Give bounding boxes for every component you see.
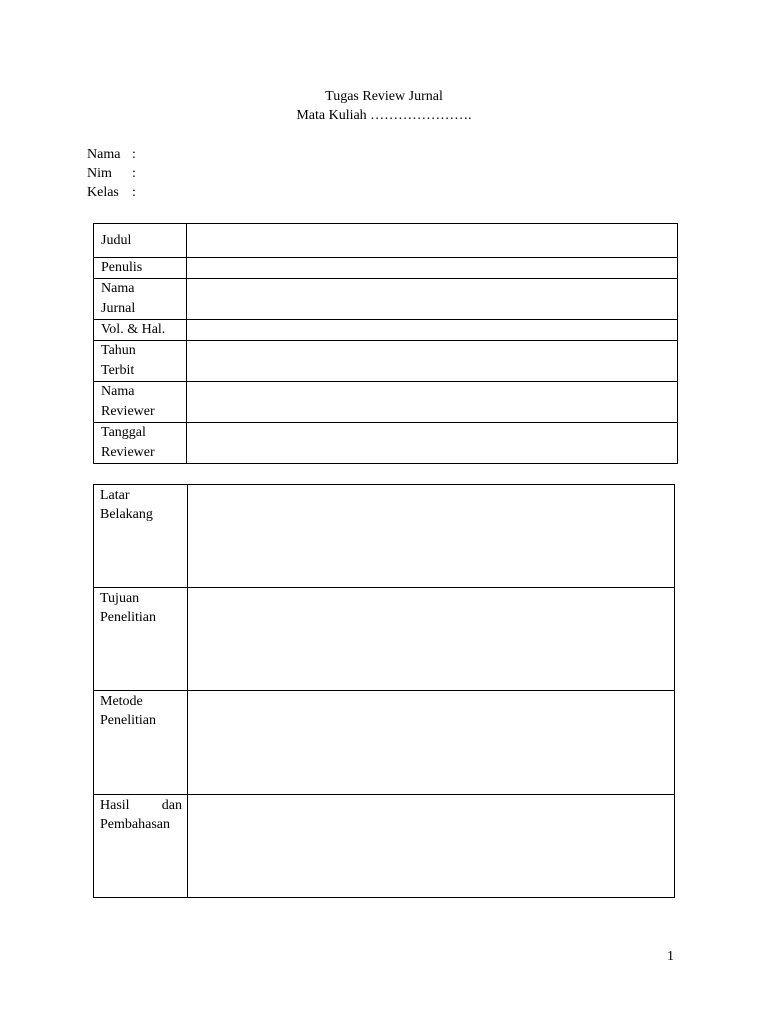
value-tujuan-penelitian[interactable] (188, 588, 675, 691)
label-tanggal-reviewer-line2: Reviewer (101, 445, 155, 460)
label-nama-jurnal-line1: Nama (101, 281, 135, 296)
document-title: Tugas Review Jurnal (325, 89, 443, 104)
label-tahun-terbit-line1: Tahun (101, 343, 136, 358)
table-row-penulis (94, 258, 678, 279)
label-tanggal-reviewer (94, 423, 187, 464)
value-tanggal-reviewer[interactable] (187, 423, 678, 464)
label-nama-jurnal (94, 279, 187, 320)
table-row-judul (94, 224, 678, 258)
label-nama-jurnal-line2: Jurnal (101, 301, 136, 316)
label-hasil-pembahasan-line2: Pembahasan (100, 817, 170, 832)
label-nama-reviewer (94, 382, 187, 423)
review-content-table (93, 484, 675, 898)
journal-info-table (93, 223, 678, 464)
value-nama-reviewer[interactable] (187, 382, 678, 423)
table-row-hasil-pembahasan (94, 795, 675, 898)
field-kelas (87, 184, 136, 202)
label-latar-belakang-line2: Belakang (100, 507, 153, 522)
value-hasil-pembahasan[interactable] (188, 795, 675, 898)
label-tanggal-reviewer-line1: Tanggal (101, 425, 146, 440)
label-penulis: Penulis (94, 258, 187, 279)
table-row-tahun-terbit (94, 341, 678, 382)
label-hasil-word: Hasil (100, 798, 130, 813)
document-subtitle: Mata Kuliah …………………. (296, 108, 472, 123)
label-dan-word: dan (161, 798, 182, 813)
label-hasil-pembahasan (94, 795, 188, 898)
label-metode-penelitian-line2: Penelitian (100, 713, 156, 728)
label-metode-penelitian (94, 691, 188, 795)
label-tujuan-penelitian (94, 588, 188, 691)
label-tujuan-penelitian-line2: Penelitian (100, 610, 156, 625)
table-row-nama-jurnal (94, 279, 678, 320)
label-latar-belakang-line1: Latar (100, 488, 130, 503)
field-nim-separator: : (132, 166, 136, 181)
field-nama-separator: : (132, 147, 136, 162)
value-metode-penelitian[interactable] (188, 691, 675, 795)
value-tahun-terbit[interactable] (187, 341, 678, 382)
value-latar-belakang[interactable] (188, 485, 675, 588)
field-nama-label: Nama (87, 147, 121, 162)
label-nama-reviewer-line1: Nama (101, 384, 135, 399)
field-nama (87, 146, 136, 164)
label-nama-reviewer-line2: Reviewer (101, 404, 155, 419)
label-vol-hal: Vol. & Hal. (94, 320, 187, 341)
label-latar-belakang (94, 485, 188, 588)
field-kelas-separator: : (132, 185, 136, 200)
field-nim-label: Nim (87, 166, 112, 181)
value-vol-hal[interactable] (187, 320, 678, 341)
table-row-tujuan-penelitian (94, 588, 675, 691)
value-penulis[interactable] (187, 258, 678, 279)
page-number: 1 (667, 949, 674, 964)
label-tahun-terbit (94, 341, 187, 382)
value-judul[interactable] (187, 224, 678, 258)
table-row-latar-belakang (94, 485, 675, 588)
label-tujuan-penelitian-line1: Tujuan (100, 591, 140, 606)
field-nim (87, 165, 136, 183)
table-row-metode-penelitian (94, 691, 675, 795)
label-tahun-terbit-line2: Terbit (101, 363, 135, 378)
table-row-vol-hal (94, 320, 678, 341)
table-row-tanggal-reviewer (94, 423, 678, 464)
label-metode-penelitian-line1: Metode (100, 694, 143, 709)
label-hasil-pembahasan-line1 (100, 796, 182, 815)
value-nama-jurnal[interactable] (187, 279, 678, 320)
label-judul: Judul (94, 224, 187, 258)
field-kelas-label: Kelas (87, 185, 119, 200)
table-row-nama-reviewer (94, 382, 678, 423)
